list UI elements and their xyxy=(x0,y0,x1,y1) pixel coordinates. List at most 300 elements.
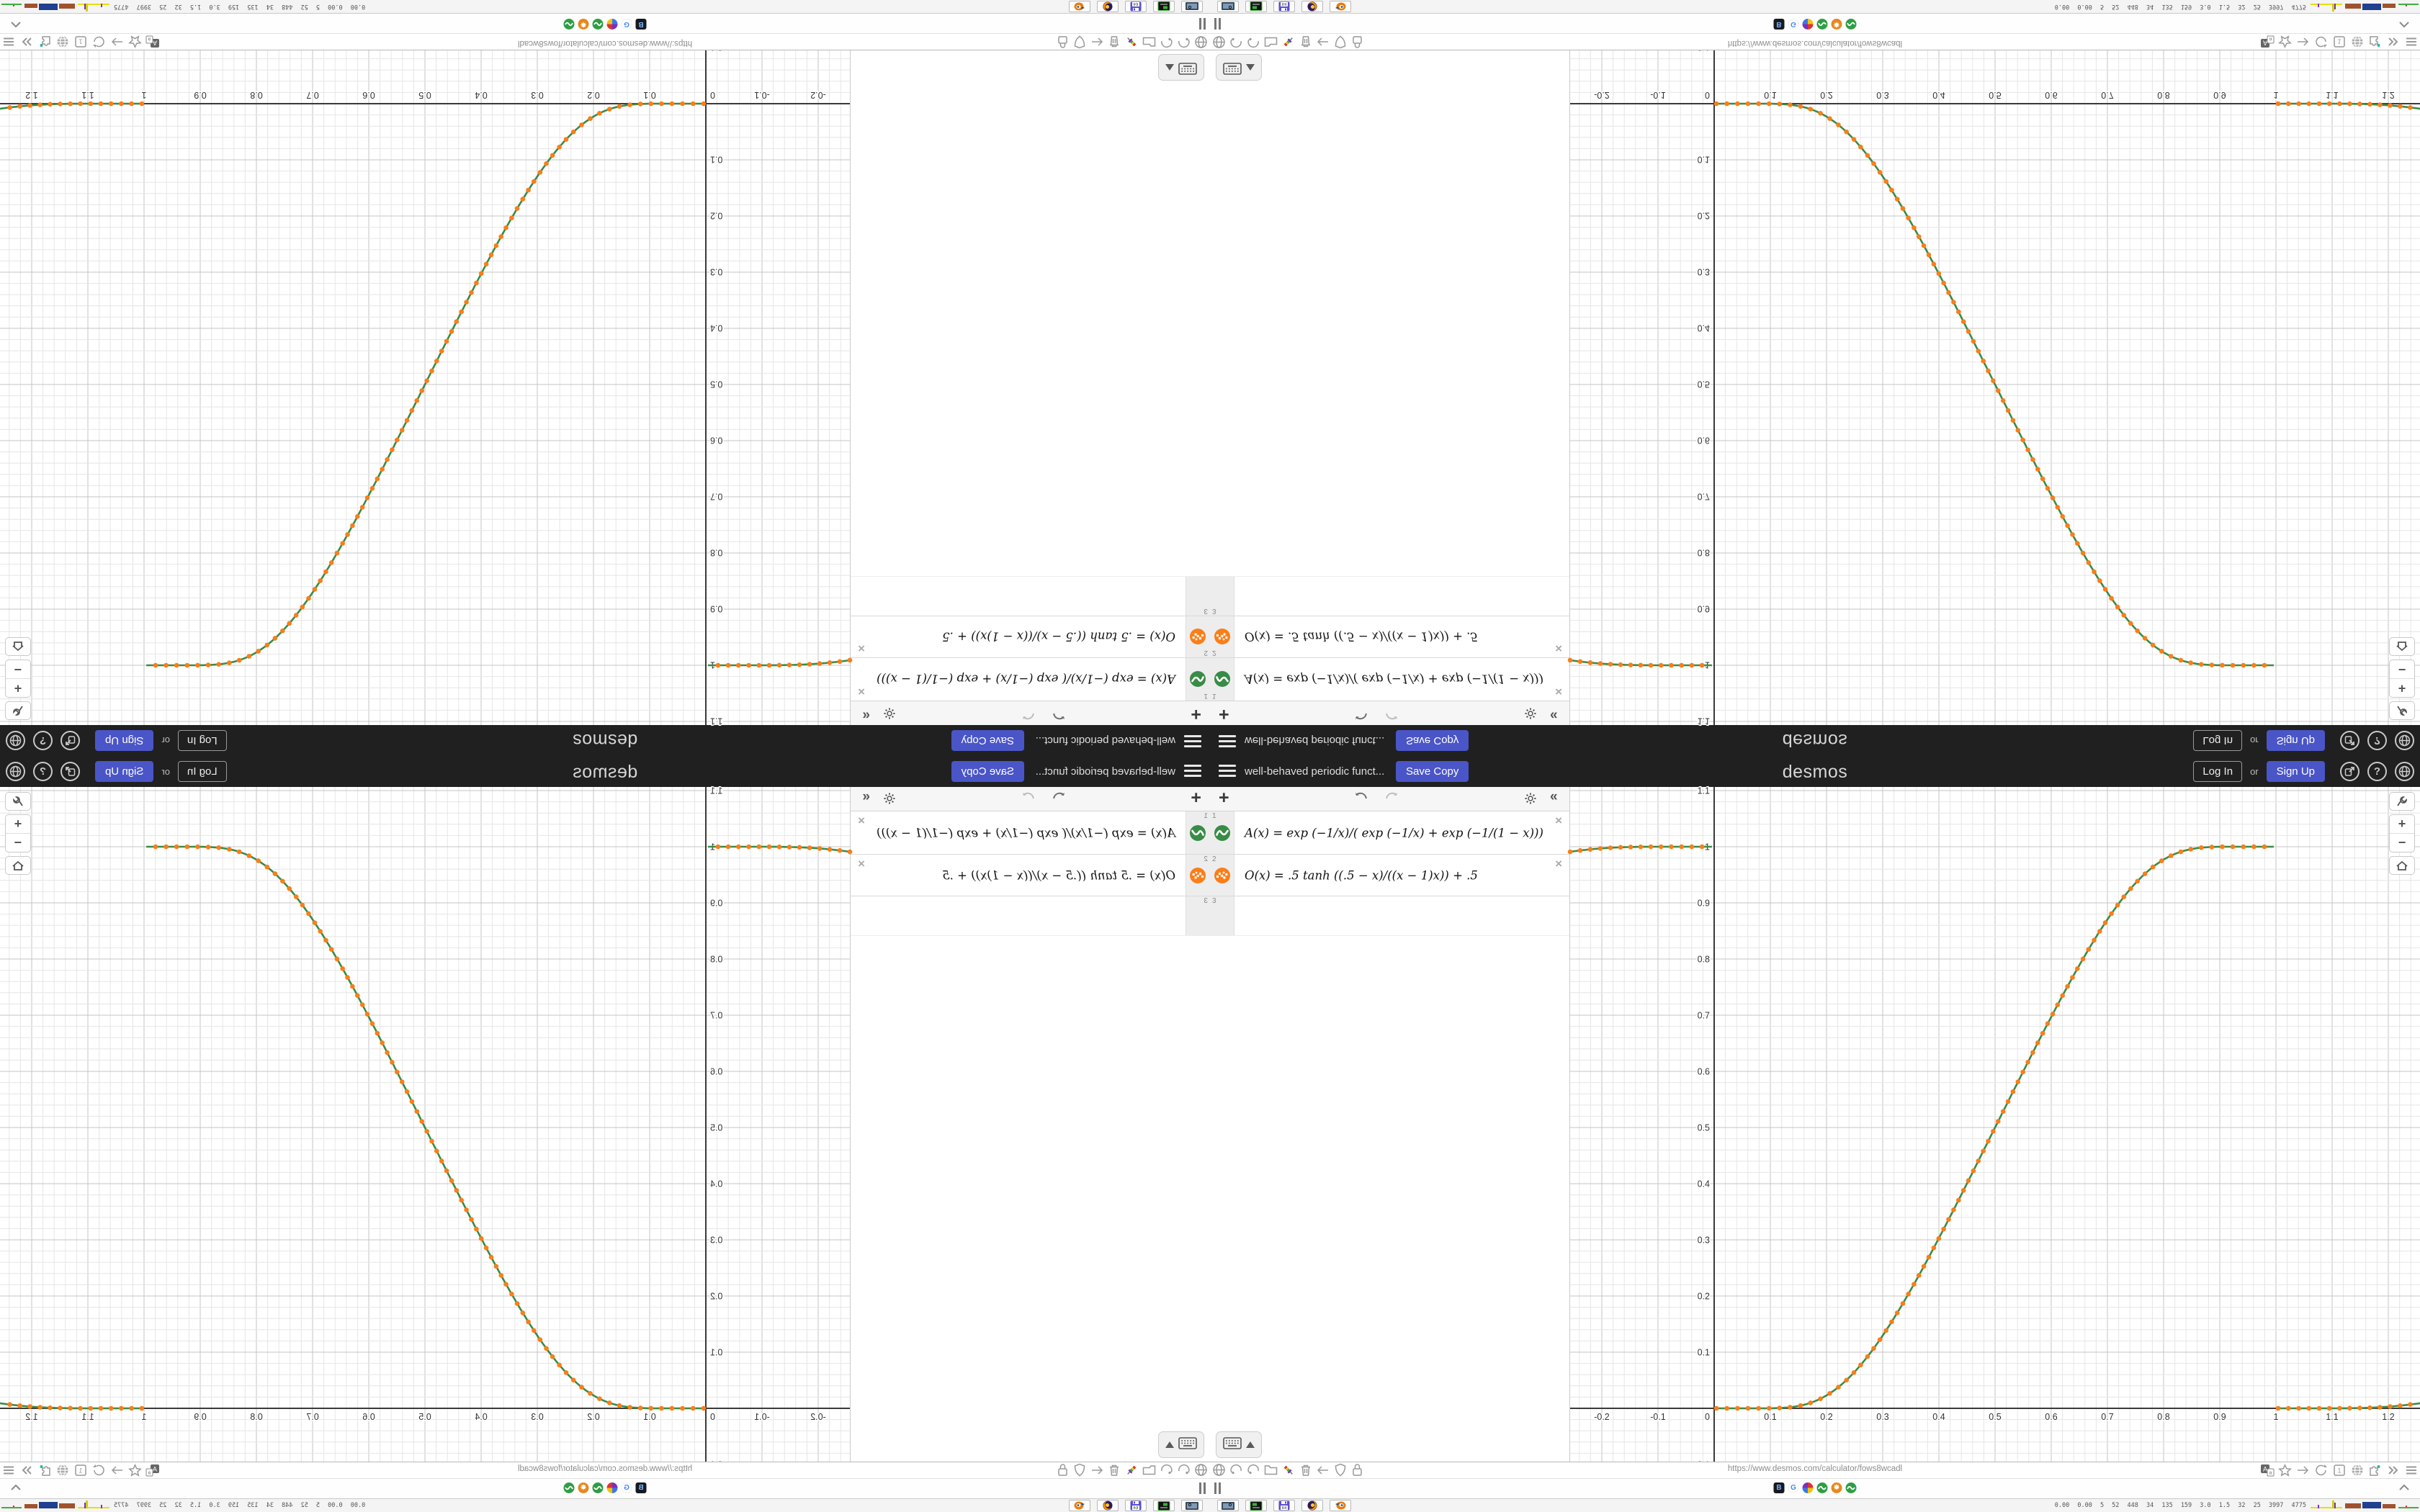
desmos-logo[interactable]: desmos xyxy=(1782,762,1848,782)
graph-canvas[interactable] xyxy=(1570,50,2420,725)
svg-text:a: a xyxy=(148,37,151,42)
favicon-google[interactable]: G xyxy=(1788,1482,1799,1493)
graph-canvas[interactable] xyxy=(0,787,850,1462)
desmos-logo[interactable]: desmos xyxy=(572,730,638,750)
menu-icon[interactable] xyxy=(1219,765,1236,778)
svg-text:-0.1: -0.1 xyxy=(754,90,770,100)
save-copy-button[interactable]: Save Copy xyxy=(1396,761,1469,782)
arrow-left-icon[interactable] xyxy=(1090,35,1104,49)
expression-math[interactable]: A(x) = exp (−1/x)/( exp (−1/x) + exp (−1/(1 − x))) xyxy=(877,826,1175,840)
trash-icon[interactable] xyxy=(1299,35,1312,49)
keyboard-icon xyxy=(1178,60,1197,76)
shield-icon[interactable] xyxy=(1073,35,1087,49)
arrow-left-icon[interactable] xyxy=(1316,35,1330,49)
system-tray xyxy=(1,1500,365,1510)
zoom-out-button[interactable]: − xyxy=(2398,662,2406,677)
redo-icon[interactable] xyxy=(1384,792,1399,806)
expression-gutter xyxy=(1186,896,1210,935)
collapse-panel-button[interactable]: « xyxy=(862,708,870,723)
delete-expression-icon[interactable]: × xyxy=(1555,642,1562,655)
delete-expression-icon[interactable]: × xyxy=(858,814,865,827)
open-keyboard-arrow-icon xyxy=(1246,1441,1255,1448)
arrow-right-icon[interactable] xyxy=(110,35,124,49)
chevrons-icon[interactable] xyxy=(20,1463,34,1477)
svg-text:1: 1 xyxy=(79,1467,84,1474)
svg-text:1: 1 xyxy=(1705,660,1710,670)
expression-math[interactable]: A(x) = exp (−1/x)/( exp (−1/x) + exp (−1/(1 − x))) xyxy=(1245,672,1543,686)
svg-text:0.1: 0.1 xyxy=(710,1347,723,1358)
globe-language-icon[interactable] xyxy=(6,731,25,750)
favicon-b-logo[interactable]: B xyxy=(636,1482,647,1493)
expression-row-1[interactable] xyxy=(1210,811,1569,855)
svg-text:1.2: 1.2 xyxy=(2382,1412,2395,1422)
menu-icon[interactable] xyxy=(2404,1463,2418,1477)
curve-style-orange-points-icon[interactable] xyxy=(1190,629,1206,645)
translate-icon[interactable] xyxy=(2260,1463,2274,1477)
default-zoom-home-button[interactable] xyxy=(2389,856,2415,875)
svg-text:A: A xyxy=(2262,1465,2267,1472)
keyboard-toggle-button[interactable] xyxy=(1158,1431,1204,1458)
add-expression-button[interactable]: + xyxy=(1191,788,1201,808)
favicon-desmos-wave[interactable] xyxy=(1817,19,1828,30)
globe-outline-icon[interactable] xyxy=(1212,35,1226,49)
svg-text:1: 1 xyxy=(79,38,84,45)
keyboard-toggle-button[interactable] xyxy=(1158,54,1204,81)
row-number: 3 xyxy=(1212,897,1216,905)
colorful-pin-icon[interactable] xyxy=(1125,1463,1139,1477)
save-copy-button[interactable]: Save Copy xyxy=(951,730,1024,751)
default-zoom-home-button[interactable] xyxy=(2389,637,2415,656)
svg-text:0.2: 0.2 xyxy=(1697,210,1710,221)
svg-text:0.6: 0.6 xyxy=(2045,1412,2058,1422)
undo-icon[interactable] xyxy=(1052,792,1066,806)
edit-list-gear-icon[interactable] xyxy=(1524,703,1537,720)
collapse-panel-button[interactable]: « xyxy=(862,789,870,804)
collapse-panel-button[interactable]: « xyxy=(1550,789,1558,804)
graph-settings-wrench-button[interactable] xyxy=(2389,701,2415,720)
trash-icon[interactable] xyxy=(1299,1463,1312,1477)
taskbar-app-blender[interactable] xyxy=(1330,1500,1351,1511)
expression-row-2[interactable] xyxy=(851,616,1210,657)
svg-text:0.2: 0.2 xyxy=(1820,1412,1833,1422)
collapse-panel-button[interactable]: « xyxy=(1550,708,1558,723)
favicon-desmos-wave[interactable] xyxy=(564,1482,575,1493)
history-arc-icon[interactable] xyxy=(1247,1463,1260,1477)
keyboard-toggle-button[interactable] xyxy=(1216,54,1262,81)
default-zoom-home-button[interactable] xyxy=(5,856,31,875)
graph-canvas[interactable] xyxy=(0,50,850,725)
taskbar-app-screenshot-tool[interactable] xyxy=(1181,1500,1203,1511)
svg-text:0.6: 0.6 xyxy=(362,1412,375,1422)
menu-icon[interactable] xyxy=(1184,765,1201,778)
globe-language-icon[interactable] xyxy=(2395,731,2414,750)
header-bar xyxy=(0,725,1210,756)
folder-icon[interactable] xyxy=(1142,1463,1156,1477)
svg-text:0.2: 0.2 xyxy=(710,210,723,221)
delete-expression-icon[interactable]: × xyxy=(1555,814,1562,827)
taskbar-app-floppy-64[interactable] xyxy=(1125,1,1147,12)
sign-up-button[interactable]: Sign Up xyxy=(95,730,153,751)
globe-outline-icon[interactable] xyxy=(1194,35,1208,49)
globe-outline-icon[interactable] xyxy=(1212,1463,1226,1477)
svg-text:0.1: 0.1 xyxy=(643,1412,656,1422)
edit-list-gear-icon[interactable] xyxy=(883,703,896,720)
globe-outline-icon[interactable] xyxy=(1194,1463,1208,1477)
taskbar-apps xyxy=(1217,1500,1351,1511)
row-number: 1 xyxy=(1212,812,1216,820)
help-icon[interactable]: ? xyxy=(33,731,53,750)
sign-up-button[interactable]: Sign Up xyxy=(2267,761,2325,782)
sign-up-button[interactable]: Sign Up xyxy=(95,761,153,782)
zoom-in-button[interactable]: + xyxy=(6,678,30,697)
expression-math[interactable]: O(x) = .5 tanh ((.5 − x)/((x − 1)x)) + .5 xyxy=(942,630,1175,644)
favicon-gear[interactable]: ✸ xyxy=(578,1482,589,1493)
zoom-out-button[interactable]: − xyxy=(2398,835,2406,850)
add-expression-button[interactable]: + xyxy=(1191,704,1201,724)
share-icon[interactable] xyxy=(60,762,80,781)
taskbar-app-screenshot-tool[interactable] xyxy=(1181,1,1203,12)
svg-text:64: 64 xyxy=(1281,1,1287,6)
graph-settings-wrench-button[interactable] xyxy=(5,792,31,811)
chevron-up-icon[interactable] xyxy=(10,17,22,30)
history-arc-icon[interactable] xyxy=(1177,1463,1191,1477)
graph-title[interactable]: well-behaved periodic funct... xyxy=(1035,734,1175,747)
colorful-pin-icon[interactable] xyxy=(1125,35,1139,49)
add-expression-button[interactable]: + xyxy=(1219,788,1229,808)
chevrons-icon[interactable] xyxy=(2386,1463,2400,1477)
log-in-button[interactable]: Log In xyxy=(178,761,227,782)
expression-math[interactable]: O(x) = .5 tanh ((.5 − x)/((x − 1)x)) + .5 xyxy=(1245,868,1478,882)
star-icon[interactable] xyxy=(2278,1463,2292,1477)
status-right-icons xyxy=(2260,1463,2418,1477)
url-text[interactable]: https://www.desmos.com/calculator/fows8wcadl xyxy=(1727,1464,1903,1473)
taskbar-app-blender[interactable] xyxy=(1330,1,1351,12)
taskbar-app-firefox[interactable] xyxy=(1301,1,1323,12)
shield-icon[interactable] xyxy=(1333,1463,1347,1477)
svg-text:0: 0 xyxy=(710,90,715,100)
undo-icon[interactable] xyxy=(1354,706,1368,720)
undo-icon[interactable] xyxy=(1052,706,1066,720)
zoom-in-button[interactable]: + xyxy=(2390,678,2414,697)
favicon-color-palette[interactable] xyxy=(607,19,618,30)
system-tray xyxy=(2055,1500,2419,1510)
keyboard-toggle-button[interactable] xyxy=(1216,1431,1262,1458)
svg-text:0.9: 0.9 xyxy=(2213,1412,2226,1422)
container-1-icon[interactable] xyxy=(2332,1463,2346,1477)
taskbar-app-blender[interactable] xyxy=(1069,1,1090,12)
chevron-up-icon[interactable] xyxy=(2398,1482,2410,1495)
folder-icon[interactable] xyxy=(1264,1463,1278,1477)
graph-canvas[interactable] xyxy=(1570,787,2420,1462)
lock-icon[interactable] xyxy=(1056,1463,1070,1477)
taskbar-app-screenshot-tool[interactable] xyxy=(1217,1500,1239,1511)
expression-math[interactable]: A(x) = exp (−1/x)/( exp (−1/x) + exp (−1/(1 − x))) xyxy=(877,672,1175,686)
puzzle-icon[interactable] xyxy=(2368,35,2382,49)
history-arc-icon[interactable] xyxy=(1160,1463,1173,1477)
favicon-desmos-wave[interactable] xyxy=(593,19,604,30)
puzzle-icon[interactable] xyxy=(2368,1463,2382,1477)
default-zoom-home-button[interactable] xyxy=(5,637,31,656)
zoom-in-button[interactable]: + xyxy=(6,815,30,834)
delete-expression-icon[interactable]: × xyxy=(1555,685,1562,698)
expression-row-3-empty[interactable] xyxy=(1210,576,1569,616)
log-in-button[interactable]: Log In xyxy=(2193,730,2242,751)
help-icon[interactable]: ? xyxy=(2367,731,2387,750)
expression-row-3-empty[interactable] xyxy=(851,576,1210,616)
expression-row-2[interactable] xyxy=(851,855,1210,896)
favicon-desmos-wave[interactable] xyxy=(1846,1482,1857,1493)
globe-solid-icon[interactable] xyxy=(56,35,70,49)
taskbar-app-terminal[interactable] xyxy=(1153,1,1175,12)
save-copy-button[interactable]: Save Copy xyxy=(1396,730,1469,751)
colorful-pin-icon[interactable] xyxy=(1281,1463,1295,1477)
favicon-desmos-wave[interactable] xyxy=(564,19,575,30)
curve-style-green-wave-icon[interactable] xyxy=(1190,825,1206,841)
folder-icon[interactable] xyxy=(1264,35,1278,49)
menu-icon[interactable] xyxy=(1184,734,1201,747)
shield-icon[interactable] xyxy=(1073,1463,1087,1477)
globe-solid-icon[interactable] xyxy=(56,1463,70,1477)
menu-icon[interactable] xyxy=(2404,35,2418,49)
history-arc-icon[interactable] xyxy=(1160,35,1173,49)
edit-list-gear-icon[interactable] xyxy=(1524,792,1537,809)
graph-title[interactable]: well-behaved periodic funct... xyxy=(1245,765,1385,778)
svg-text:1: 1 xyxy=(2273,1412,2279,1422)
favicon-gear[interactable]: ✸ xyxy=(1832,19,1842,30)
globe-language-icon[interactable] xyxy=(6,762,25,781)
svg-text:1: 1 xyxy=(2273,90,2279,100)
favicon-gear[interactable]: ✸ xyxy=(578,19,589,30)
system-monitor-sparkline xyxy=(2311,2,2419,12)
delete-expression-icon[interactable]: × xyxy=(858,685,865,698)
expression-row-1[interactable] xyxy=(851,657,1210,701)
favicon-color-palette[interactable] xyxy=(1803,1482,1814,1493)
lock-icon[interactable] xyxy=(1350,1463,1364,1477)
redo-icon[interactable] xyxy=(1384,706,1399,720)
taskbar-apps xyxy=(1217,1,1351,12)
history-arc-icon[interactable] xyxy=(1177,35,1191,49)
translate-icon[interactable] xyxy=(2260,35,2274,49)
taskbar-app-floppy-64[interactable] xyxy=(1273,1,1295,12)
history-arc-icon[interactable] xyxy=(1229,35,1243,49)
favicon-desmos-wave[interactable] xyxy=(593,1482,604,1493)
desmos-window xyxy=(1210,0,2420,756)
expression-row-2[interactable] xyxy=(1210,855,1569,896)
arrow-right-icon[interactable] xyxy=(2296,35,2310,49)
graph-controls xyxy=(5,634,31,720)
curve-style-orange-points-icon[interactable] xyxy=(1190,868,1206,883)
svg-text:0.8: 0.8 xyxy=(710,954,723,965)
favicon-google[interactable]: G xyxy=(1788,19,1799,30)
expression-gutter xyxy=(1210,811,1234,854)
svg-text:A: A xyxy=(153,40,158,47)
svg-text:0.4: 0.4 xyxy=(1697,1179,1710,1189)
svg-text:0: 0 xyxy=(1705,90,1710,100)
log-in-button[interactable]: Log In xyxy=(2193,761,2242,782)
quadrant-bottom-right xyxy=(1210,756,2420,1512)
help-icon[interactable]: ? xyxy=(2367,762,2387,781)
container-1-icon[interactable] xyxy=(74,1463,88,1477)
taskbar-app-firefox[interactable] xyxy=(1097,1500,1119,1511)
status-left-icons xyxy=(1212,35,1364,49)
globe-solid-icon[interactable] xyxy=(2350,35,2364,49)
favicon-google[interactable]: G xyxy=(622,1482,632,1493)
svg-text:0.3: 0.3 xyxy=(1697,266,1710,277)
translate-icon[interactable] xyxy=(146,1463,160,1477)
history-arc-icon[interactable] xyxy=(1247,35,1260,49)
taskbar-app-screenshot-tool[interactable] xyxy=(1217,1,1239,12)
expression-math[interactable]: O(x) = .5 tanh ((.5 − x)/((x − 1)x)) + .5 xyxy=(1245,630,1478,644)
graph-title[interactable]: well-behaved periodic funct... xyxy=(1245,734,1385,747)
expression-row-3-empty[interactable] xyxy=(851,896,1210,936)
zoom-out-button[interactable]: − xyxy=(14,835,22,850)
taskbar-app-terminal[interactable] xyxy=(1153,1500,1175,1511)
delete-expression-icon[interactable]: × xyxy=(858,642,865,655)
url-text[interactable]: https://www.desmos.com/calculator/fows8wcadl xyxy=(1727,39,1903,48)
trash-icon[interactable] xyxy=(1108,1463,1121,1477)
quadrant-top-left-rotated xyxy=(0,0,1210,756)
keyboard-icon xyxy=(1223,60,1242,76)
delete-expression-icon[interactable]: × xyxy=(858,857,865,870)
puzzle-icon[interactable] xyxy=(38,35,52,49)
add-expression-button[interactable]: + xyxy=(1219,704,1229,724)
zoom-out-button[interactable]: − xyxy=(14,662,22,677)
system-monitor-stats: 0.00 0.00 5 52 448 34 135 159 3.0 1.5 32 25 3997 4775 xyxy=(2054,3,2306,11)
container-1-icon[interactable] xyxy=(74,35,88,49)
redo-icon[interactable] xyxy=(1021,792,1036,806)
favicon-b-logo[interactable]: B xyxy=(636,19,647,30)
svg-text:0.5: 0.5 xyxy=(1989,1412,2002,1422)
url-text[interactable]: https://www.desmos.com/calculator/fows8wcadl xyxy=(517,39,693,48)
expression-math[interactable]: O(x) = .5 tanh ((.5 − x)/((x − 1)x)) + .5 xyxy=(942,868,1175,882)
expression-math[interactable]: A(x) = exp (−1/x)/( exp (−1/x) + exp (−1/(1 − x))) xyxy=(1245,826,1543,840)
save-copy-button[interactable]: Save Copy xyxy=(951,761,1024,782)
reload-icon[interactable] xyxy=(2314,1463,2328,1477)
reload-icon[interactable] xyxy=(2314,35,2328,49)
favicon-google[interactable]: G xyxy=(622,19,632,30)
curve-style-green-wave-icon[interactable] xyxy=(1190,672,1206,688)
menu-icon[interactable] xyxy=(1219,734,1236,747)
menu-icon[interactable] xyxy=(2,1463,16,1477)
share-icon[interactable] xyxy=(2340,731,2360,750)
translate-icon[interactable] xyxy=(146,35,160,49)
arrow-right-icon[interactable] xyxy=(110,1463,124,1477)
row-number: 1 xyxy=(1212,692,1216,700)
lock-icon[interactable] xyxy=(1350,35,1364,49)
share-icon[interactable] xyxy=(60,731,80,750)
taskbar-app-floppy-64[interactable] xyxy=(1273,1500,1295,1511)
header-bar xyxy=(1210,756,2420,787)
taskbar-app-floppy-64[interactable] xyxy=(1125,1500,1147,1511)
curve-style-orange-points-icon[interactable] xyxy=(1214,868,1230,883)
favicon-desmos-wave[interactable] xyxy=(1846,19,1857,30)
favicon-color-palette[interactable] xyxy=(607,1482,618,1493)
share-icon[interactable] xyxy=(2340,762,2360,781)
help-icon[interactable]: ? xyxy=(33,762,53,781)
browser-status-bar xyxy=(1210,34,2420,50)
delete-expression-icon[interactable]: × xyxy=(1555,857,1562,870)
taskbar-app-blender[interactable] xyxy=(1069,1500,1090,1511)
desmos-logo[interactable]: desmos xyxy=(1782,730,1848,750)
edit-list-gear-icon[interactable] xyxy=(883,792,896,809)
star-icon[interactable] xyxy=(128,35,142,49)
svg-text:0.7: 0.7 xyxy=(306,90,319,100)
star-icon[interactable] xyxy=(2278,35,2292,49)
expression-row-1[interactable] xyxy=(851,811,1210,855)
lock-icon[interactable] xyxy=(1056,35,1070,49)
expression-panel xyxy=(850,50,1210,725)
svg-text:0: 0 xyxy=(1705,1412,1710,1422)
chevrons-icon[interactable] xyxy=(20,35,34,49)
favicon-b-logo[interactable]: B xyxy=(1774,19,1785,30)
quadrant-bottom-left-mirrored xyxy=(0,756,1210,1512)
container-1-icon[interactable] xyxy=(2332,35,2346,49)
arrow-left-icon[interactable] xyxy=(1316,1463,1330,1477)
arrow-right-icon[interactable] xyxy=(2296,1463,2310,1477)
expression-gutter xyxy=(1186,658,1210,701)
puzzle-icon[interactable] xyxy=(38,1463,52,1477)
favicon-b-logo[interactable]: B xyxy=(1774,1482,1785,1493)
arrow-left-icon[interactable] xyxy=(1090,1463,1104,1477)
desmos-logo[interactable]: desmos xyxy=(572,762,638,782)
chevrons-icon[interactable] xyxy=(2386,35,2400,49)
globe-solid-icon[interactable] xyxy=(2350,1463,2364,1477)
favicon-color-palette[interactable] xyxy=(1803,19,1814,30)
row-number: 2 xyxy=(1204,855,1208,863)
trash-icon[interactable] xyxy=(1108,35,1121,49)
favicon-gear[interactable]: ✸ xyxy=(1832,1482,1842,1493)
shield-icon[interactable] xyxy=(1333,35,1347,49)
svg-text:0.3: 0.3 xyxy=(531,90,544,100)
graph-settings-wrench-button[interactable] xyxy=(2389,792,2415,811)
reload-icon[interactable] xyxy=(92,1463,106,1477)
svg-text:0.7: 0.7 xyxy=(2101,1412,2114,1422)
log-in-button[interactable]: Log In xyxy=(178,730,227,751)
expression-row-2[interactable] xyxy=(1210,616,1569,657)
taskbar-app-terminal[interactable] xyxy=(1245,1500,1267,1511)
pause-bars-icon xyxy=(1197,1482,1206,1494)
taskbar-app-firefox[interactable] xyxy=(1301,1500,1323,1511)
menu-icon[interactable] xyxy=(2,35,16,49)
curve-style-green-wave-icon[interactable] xyxy=(1214,825,1230,841)
sign-up-button[interactable]: Sign Up xyxy=(2267,730,2325,751)
chevron-up-icon[interactable] xyxy=(2398,17,2410,30)
expression-row-3-empty[interactable] xyxy=(1210,896,1569,936)
history-arc-icon[interactable] xyxy=(1229,1463,1243,1477)
graph-title[interactable]: well-behaved periodic funct... xyxy=(1035,765,1175,778)
svg-text:1: 1 xyxy=(2336,38,2341,45)
taskbar-app-terminal[interactable] xyxy=(1245,1,1267,12)
favicon-desmos-wave[interactable] xyxy=(1817,1482,1828,1493)
url-text[interactable]: https://www.desmos.com/calculator/fows8wcadl xyxy=(517,1464,693,1473)
chevron-up-icon[interactable] xyxy=(10,1482,22,1495)
taskbar-app-firefox[interactable] xyxy=(1097,1,1119,12)
undo-icon[interactable] xyxy=(1354,792,1368,806)
bookmarks-row xyxy=(1210,1478,2420,1498)
curve-style-orange-points-icon[interactable] xyxy=(1214,629,1230,645)
star-icon[interactable] xyxy=(128,1463,142,1477)
redo-icon[interactable] xyxy=(1021,706,1036,720)
expression-row-1[interactable] xyxy=(1210,657,1569,701)
svg-text:1.1: 1.1 xyxy=(81,1412,94,1422)
curve-style-green-wave-icon[interactable] xyxy=(1214,672,1230,688)
globe-language-icon[interactable] xyxy=(2395,762,2414,781)
graph-settings-wrench-button[interactable] xyxy=(5,701,31,720)
colorful-pin-icon[interactable] xyxy=(1281,35,1295,49)
folder-icon[interactable] xyxy=(1142,35,1156,49)
zoom-in-button[interactable]: + xyxy=(2390,815,2414,834)
reload-icon[interactable] xyxy=(92,35,106,49)
